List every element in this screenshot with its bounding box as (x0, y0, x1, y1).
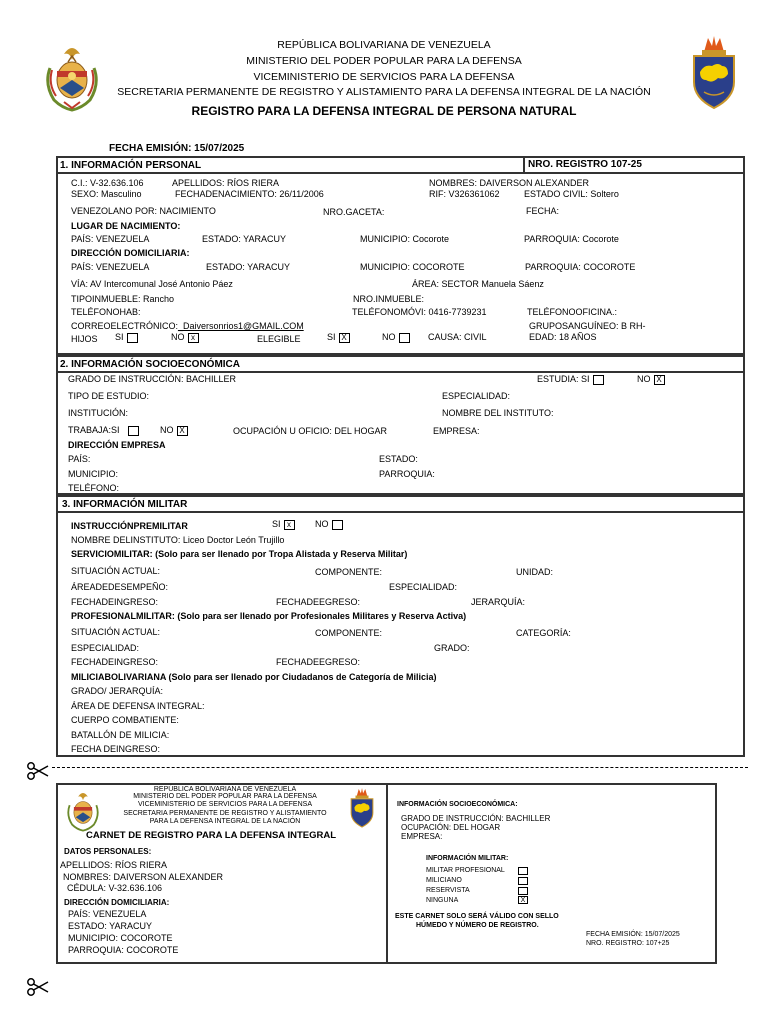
municipio-domicilio: MUNICIPIO: COCOROTE (360, 262, 465, 272)
instruccion-premilitar: INSTRUCCIÓNPREMILITAR (71, 521, 188, 531)
telefono-oficina: TELÉFONOOFICINA.: (527, 307, 618, 317)
nombres: NOMBRES: DAIVERSON ALEXANDER (429, 178, 590, 188)
estado-domicilio: ESTADO: YARACUY (206, 262, 291, 272)
fecha-ingreso-milicia: FECHA DEINGRESO: (71, 744, 161, 754)
carnet-reservista-checkbox[interactable] (518, 887, 528, 895)
estudia-no-checkbox[interactable]: X (654, 375, 665, 385)
municipio-nacimiento: MUNICIPIO: Cocorote (360, 234, 450, 244)
telefono-hab: TELÉFONOHAB: (71, 307, 141, 317)
header-line-1: REPÚBLICA BOLIVARIANA DE VENEZUELA (277, 39, 491, 51)
unidad: UNIDAD: (516, 567, 554, 577)
hijos-no-checkbox[interactable]: x (188, 333, 199, 343)
carnet-militar-label: INFORMACIÓN MILITAR: (426, 855, 509, 862)
carnet-header-5: PARA LA DEFENSA INTEGRAL DE LA NACIÓN (149, 818, 301, 825)
correo-value: _Daiversonrios1@GMAIL.COM (178, 321, 304, 331)
trabaja-si (68, 425, 139, 436)
carnet-socio-label: INFORMACIÓN SOCIOECONÓMICA: (397, 801, 518, 808)
jerarquia: JERARQUÍA: (471, 597, 526, 607)
elegible-no-checkbox[interactable] (399, 333, 410, 343)
carnet-ocupacion: OCUPACIÓN: DEL HOGAR (401, 823, 501, 832)
ci: C.I.: V-32.636.106 (71, 178, 144, 188)
scissors-icon-bottom (26, 978, 50, 996)
parroquia-nacimiento: PARROQUIA: Cocorote (524, 234, 619, 244)
correo-label: CORREOELECTRÓNICO: (71, 321, 179, 331)
carnet-datos-label: DATOS PERSONALES: (64, 847, 152, 856)
carnet-direccion-label: DIRECCIÓN DOMICILIARIA: (64, 898, 170, 907)
fecha-ingreso-1: FECHADEINGRESO: (71, 597, 159, 607)
carnet-nombres: NOMBRES: DAIVERSON ALEXANDER (63, 872, 224, 882)
trabaja-si-label: TRABAJA:SI (68, 425, 120, 435)
carnet-estado: ESTADO: YARACUY (68, 921, 153, 931)
carnet-miliciano: MILICIANO (426, 877, 462, 884)
premilitar-no-label: NO (315, 519, 329, 529)
header-line-4: SECRETARIA PERMANENTE DE REGISTRO Y ALISTAMIENTO PARA LA DEFENSA INTEGRAL DE LA NACIÓN (117, 86, 651, 98)
servicio-militar-label: SERVICIOMILITAR: (Solo para ser llenado por Tropa Alistada y Reserva Militar) (71, 549, 408, 559)
categoria: CATEGORÍA: (516, 628, 571, 638)
via: VÍA: AV Intercomunal José Antonio Páez (71, 279, 233, 289)
section-2-title: 2. INFORMACIÓN SOCIOECONÓMICA (60, 359, 241, 370)
estudia-si-checkbox[interactable] (593, 375, 604, 385)
correo-row (71, 321, 304, 331)
cut-line (52, 767, 748, 768)
carnet-cedula: CÉDULA: V-32.636.106 (67, 883, 163, 893)
pais-domicilio: PAÍS: VENEZUELA (71, 262, 150, 272)
area: ÁREA: SECTOR Manuela Sáenz (412, 279, 544, 289)
carnet-municipio: MUNICIPIO: COCOROTE (68, 933, 173, 943)
premilitar-si (272, 519, 295, 530)
carnet-validez-1: ESTE CARNET SOLO SERÁ VÁLIDO CON SELLO (395, 913, 559, 920)
fecha-nacimiento: FECHADENACIMIENTO: 26/11/2006 (175, 189, 324, 199)
estudia-si (537, 374, 604, 385)
area-desempeno: ÁREADEDESEMPEÑO: (71, 582, 169, 592)
grupo-sanguineo: GRUPOSANGUÍNEO: B RH- (529, 321, 646, 331)
section-1-title: 1. INFORMACIÓN PERSONAL (60, 160, 202, 171)
milicia-label: MILICIABOLIVARIANA (Solo para ser llenado por Ciudadanos de Categoría de Milicia) (71, 672, 437, 682)
situacion-actual-1: SITUACIÓN ACTUAL: (71, 566, 161, 576)
situacion-actual-2: SITUACIÓN ACTUAL: (71, 627, 161, 637)
premilitar-si-label: SI (272, 519, 281, 529)
carnet-ninguna-checkbox[interactable]: X (518, 896, 528, 904)
estudia-no-label: NO (637, 374, 651, 384)
elegible-no (382, 332, 410, 343)
nombre-instituto-premilitar: NOMBRE DELINSTITUTO: Liceo Doctor León Trujillo (71, 535, 285, 545)
area-defensa-integral: ÁREA DE DEFENSA INTEGRAL: (71, 701, 205, 711)
direccion-empresa-label: DIRECCIÓN EMPRESA (68, 440, 166, 450)
carnet-militar-profesional-checkbox[interactable] (518, 867, 528, 875)
causa: CAUSA: CIVIL (428, 332, 487, 342)
elegible-si-checkbox[interactable]: X (339, 333, 350, 343)
carnet-fecha-emision: FECHA EMISIÓN: 15/07/2025 (586, 931, 680, 938)
estudia-no (637, 374, 665, 385)
scissors-icon (26, 762, 50, 780)
carnet-header-4: SECRETARIA PERMANENTE DE REGISTRO Y ALISTAMIENTO (123, 810, 327, 817)
carnet-ninguna: NINGUNA (426, 897, 459, 904)
pais-empresa: PAÍS: (68, 454, 91, 464)
header-line-3: VICEMINISTERIO DE SERVICIOS PARA LA DEFENSA (253, 71, 515, 83)
carnet-header-1: REPÚBLICA BOLIVARIANA DE VENEZUELA (153, 786, 297, 793)
elegible-no-label: NO (382, 332, 396, 342)
carnet-nro-registro: NRO. REGISTRO: 107+25 (586, 940, 670, 947)
nombre-instituto: NOMBRE DEL INSTITUTO: (442, 408, 554, 418)
carnet-empresa: EMPRESA: (401, 832, 443, 841)
premilitar-no-checkbox[interactable] (332, 520, 343, 530)
carnet-header-3: VICEMINISTERIO DE SERVICIOS PARA LA DEFENSA (137, 801, 312, 808)
carnet-apellidos: APELLIDOS: RÍOS RIERA (60, 860, 168, 870)
trabaja-no-checkbox[interactable]: X (177, 426, 188, 436)
hijos-no (171, 332, 199, 343)
grado-jerarquia: GRADO/ JERARQUÍA: (71, 686, 164, 696)
fecha-egreso-2: FECHADEEGRESO: (276, 657, 361, 667)
municipio-empresa: MUNICIPIO: (68, 469, 119, 479)
institucion: INSTITUCIÓN: (68, 408, 128, 418)
nro-gaceta: NRO.GACETA: (323, 207, 385, 217)
pais-nacimiento: PAÍS: VENEZUELA (71, 234, 150, 244)
estado-civil: ESTADO CIVIL: Soltero (524, 189, 619, 199)
nro-inmueble: NRO.INMUEBLE: (353, 294, 425, 304)
estado-empresa: ESTADO: (379, 454, 418, 464)
carnet-militar-profesional: MILITAR PROFESIONAL (426, 867, 505, 874)
elegible-si-label: SI (327, 332, 336, 342)
carnet-header-2: MINISTERIO DEL PODER POPULAR PARA LA DEFENSA (133, 793, 317, 800)
carnet-pais: PAÍS: VENEZUELA (68, 909, 147, 919)
empresa: EMPRESA: (433, 426, 480, 436)
grado-instruccion: GRADO DE INSTRUCCIÓN: BACHILLER (68, 374, 237, 384)
componente-1: COMPONENTE: (315, 567, 383, 577)
carnet-parroquia: PARROQUIA: COCOROTE (68, 945, 179, 955)
estado-nacimiento: ESTADO: YARACUY (202, 234, 287, 244)
carnet-shield-logo (349, 786, 375, 830)
profesional-militar-label: PROFESIONALMILITAR: (Solo para ser llenado por Profesionales Militares y Reserva Activa) (71, 611, 467, 621)
tipo-estudio: TIPO DE ESTUDIO: (68, 391, 150, 401)
rif: RIF: V326361062 (429, 189, 500, 199)
fecha-egreso-1: FECHADEEGRESO: (276, 597, 361, 607)
trabaja-no-label: NO (160, 425, 174, 435)
carnet-reservista: RESERVISTA (426, 887, 470, 894)
cuerpo-combatiente: CUERPO COMBATIENTE: (71, 715, 179, 725)
carnet-validez-2: HÚMEDO Y NÚMERO DE REGISTRO. (416, 922, 539, 929)
carnet-title: CARNET DE REGISTRO PARA LA DEFENSA INTEGRAL (86, 830, 336, 841)
fecha-emision: FECHA EMISIÓN: 15/07/2025 (109, 143, 245, 154)
ocupacion: OCUPACIÓN U OFICIO: DEL HOGAR (233, 426, 388, 436)
telefono-empresa: TELÉFONO: (68, 483, 120, 493)
document-title: REGISTRO PARA LA DEFENSA INTEGRAL DE PERSONA NATURAL (191, 104, 577, 118)
hijos-si (115, 332, 138, 343)
venezolano-por: VENEZOLANO POR: NACIMIENTO (71, 206, 216, 216)
section-3-title: 3. INFORMACIÓN MILITAR (62, 499, 188, 510)
trabaja-no (160, 425, 188, 436)
carnet-grado: GRADO DE INSTRUCCIÓN: BACHILLER (401, 814, 551, 823)
edad: EDAD: 18 AÑOS (529, 332, 597, 342)
nro-registro: NRO. REGISTRO 107-25 (528, 159, 642, 170)
telefono-movil: TELÉFONOMÓVI: 0416-7739231 (352, 307, 487, 317)
fecha-gaceta: FECHA: (526, 206, 560, 216)
especialidad: ESPECIALIDAD: (442, 391, 511, 401)
batallon-milicia: BATALLÓN DE MILICIA: (71, 730, 170, 740)
componente-2: COMPONENTE: (315, 628, 383, 638)
premilitar-no (315, 519, 343, 530)
carnet-coat-of-arms (66, 788, 100, 832)
carnet-miliciano-checkbox[interactable] (518, 877, 528, 885)
especialidad-1: ESPECIALIDAD: (389, 582, 458, 592)
grado: GRADO: (434, 643, 470, 653)
especialidad-2: ESPECIALIDAD: (71, 643, 140, 653)
parroquia-empresa: PARROQUIA: (379, 469, 435, 479)
trabaja-si-checkbox[interactable] (128, 426, 139, 436)
fecha-ingreso-2: FECHADEINGRESO: (71, 657, 159, 667)
hijos-si-checkbox[interactable] (127, 333, 138, 343)
estudia-si-label: ESTUDIA: SI (537, 374, 590, 384)
direccion-domiciliaria-label: DIRECCIÓN DOMICILIARIA: (71, 248, 190, 258)
elegible-si (327, 332, 350, 343)
sexo: SEXO: Masculino (71, 189, 142, 199)
hijos-label: HIJOS (71, 334, 98, 344)
tipo-inmueble: TIPOINMUEBLE: Rancho (71, 294, 175, 304)
premilitar-si-checkbox[interactable]: x (284, 520, 295, 530)
elegible-label: ELEGIBLE (257, 334, 301, 344)
hijos-no-label: NO (171, 332, 185, 342)
hijos-si-label: SI (115, 332, 124, 342)
apellidos: APELLIDOS: RÍOS RIERA (172, 178, 280, 188)
header-line-2: MINISTERIO DEL PODER POPULAR PARA LA DEFENSA (246, 55, 522, 67)
lugar-nacimiento-label: LUGAR DE NACIMIENTO: (71, 221, 181, 231)
parroquia-domicilio: PARROQUIA: COCOROTE (525, 262, 636, 272)
